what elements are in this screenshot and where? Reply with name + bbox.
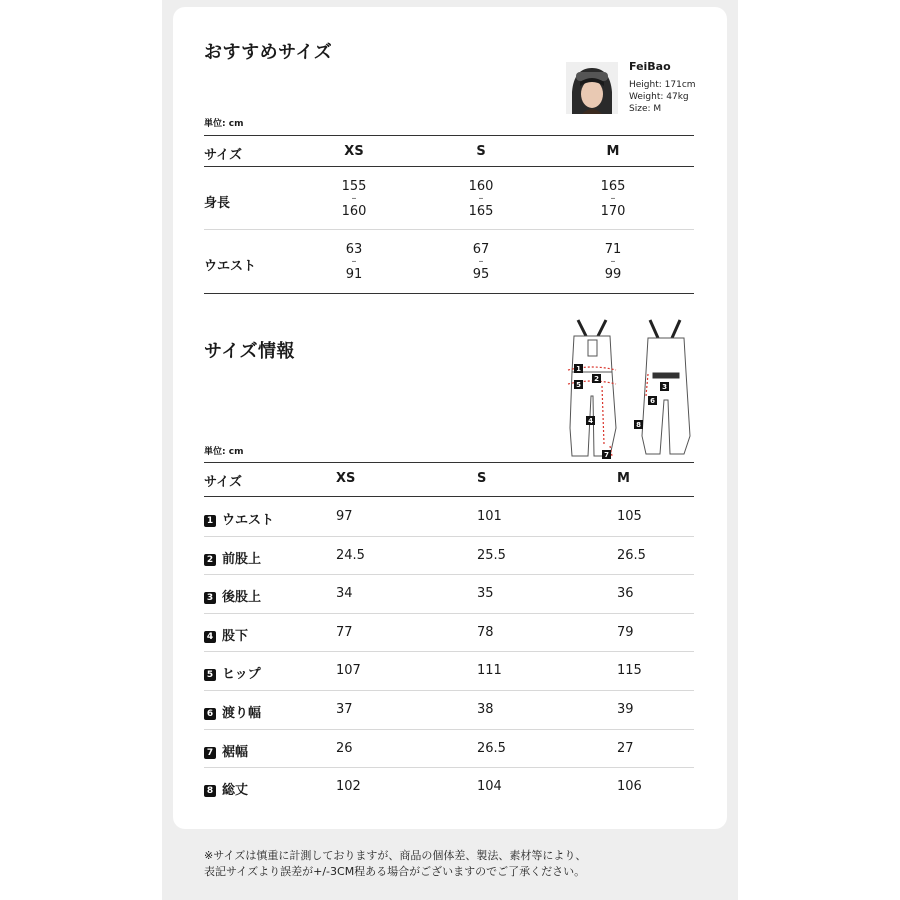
info-value-cell: 79 (617, 624, 634, 640)
info-value-cell: 36 (617, 586, 634, 602)
height-range-s (451, 180, 511, 218)
range-min: 67 (472, 242, 490, 257)
range-max: 91 (345, 267, 363, 282)
diagram-marker-label: 1 (576, 365, 581, 373)
number-badge: 4 (204, 631, 216, 643)
range-max: 165 (468, 204, 494, 219)
waist-range-xs (324, 243, 384, 281)
info-value-cell: 35 (477, 586, 494, 602)
info-row-label (204, 741, 248, 760)
table-rule (204, 651, 694, 652)
info-value-cell: 25.5 (477, 547, 506, 563)
range-dash: – (610, 193, 616, 204)
table-rule (204, 135, 694, 136)
info-row-label (204, 548, 261, 567)
range-max: 170 (600, 204, 626, 219)
info-value-cell: 102 (336, 779, 361, 795)
info-value-cell: 77 (336, 624, 353, 640)
info-row-label (204, 702, 261, 721)
recommended-size-title: おすすめサイズ (204, 42, 333, 63)
measurement-name: 裾幅 (222, 744, 249, 760)
row-label-height: 身長 (204, 196, 231, 211)
info-header-xs: XS (336, 471, 356, 486)
measurement-name: 前股上 (222, 551, 262, 567)
diagram-marker-label: 5 (576, 381, 581, 389)
model-height: Height: 171cm (629, 80, 696, 90)
number-badge: 8 (204, 785, 216, 797)
measurement-name: 総丈 (222, 783, 249, 799)
measurement-name: 渡り幅 (222, 706, 262, 721)
range-max: 160 (341, 204, 367, 219)
height-range-xs (324, 180, 384, 218)
info-value-cell: 38 (477, 702, 494, 717)
diagram-marker-label: 4 (588, 417, 593, 425)
table-rule (204, 613, 694, 614)
info-value-cell: 104 (477, 779, 502, 795)
range-dash: – (351, 193, 357, 204)
footer-note-line2: 表記サイズより誤差が+/-3CM程ある場合がございますのでご了承ください。 (204, 865, 586, 878)
table-rule (204, 462, 694, 463)
info-value-cell: 78 (477, 624, 494, 640)
table-rule (204, 496, 694, 497)
range-dash: – (610, 256, 616, 267)
number-badge: 2 (204, 554, 216, 566)
table-rule (204, 536, 694, 537)
range-min: 63 (345, 242, 363, 257)
range-max: 99 (604, 267, 622, 282)
range-max: 95 (472, 267, 490, 282)
recommended-header-m: M (606, 144, 620, 159)
footer-note-line1: ※サイズは慎重に計測しておりますが、商品の個体差、製法、素材等により、 (204, 849, 587, 862)
info-value-cell: 26.5 (477, 740, 506, 756)
table-rule (204, 574, 694, 575)
info-header-size: サイズ (204, 475, 242, 490)
info-header-s: S (477, 471, 487, 486)
table-rule (204, 690, 694, 691)
range-dash: – (478, 256, 484, 267)
info-value-cell: 37 (336, 702, 353, 717)
range-min: 165 (600, 179, 626, 194)
number-badge: 1 (204, 515, 216, 527)
row-label-waist: ウエスト (204, 259, 257, 274)
table-rule (204, 293, 694, 294)
model-photo (566, 62, 618, 114)
height-range-m (583, 180, 643, 218)
info-value-cell: 24.5 (336, 547, 365, 563)
info-value-cell: 27 (617, 740, 634, 756)
range-dash: – (351, 256, 357, 267)
info-value-cell: 39 (617, 702, 634, 717)
info-header-m: M (617, 471, 630, 486)
info-value-cell: 97 (336, 509, 353, 524)
number-badge: 6 (204, 708, 216, 720)
waist-range-m (583, 243, 643, 281)
range-min: 160 (468, 179, 494, 194)
table-rule (204, 166, 694, 167)
range-min: 155 (341, 179, 367, 194)
range-min: 71 (604, 242, 622, 257)
measurement-name: 後股上 (222, 590, 262, 606)
range-dash: – (478, 193, 484, 204)
model-weight: Weight: 47kg (629, 92, 689, 102)
diagram-marker-label: 2 (594, 375, 599, 383)
model-size: Size: M (629, 104, 662, 114)
info-value-cell: 106 (617, 779, 642, 795)
diagram-marker-label: 8 (636, 421, 641, 429)
info-value-cell: 26 (336, 740, 353, 756)
info-row-label (204, 586, 261, 605)
diagram-marker-label: 6 (650, 397, 655, 405)
measurement-name: ヒップ (222, 667, 261, 683)
overall-measurement-diagram (560, 316, 700, 462)
info-value-cell: 26.5 (617, 547, 646, 563)
info-value-cell: 111 (477, 663, 502, 679)
size-info-title: サイズ情報 (204, 341, 296, 362)
diagram-marker-label: 3 (662, 383, 667, 391)
number-badge: 5 (204, 669, 216, 681)
recommended-header-xs: XS (344, 144, 364, 159)
info-value-cell: 34 (336, 586, 353, 602)
info-row-label (204, 509, 274, 528)
info-value-cell: 105 (617, 509, 642, 524)
info-value-cell: 115 (617, 663, 642, 679)
recommended-header-s: S (476, 144, 486, 159)
table-rule (204, 767, 694, 768)
number-badge: 3 (204, 592, 216, 604)
info-row-label (204, 779, 248, 798)
recommended-header-size: サイズ (204, 148, 242, 163)
recommended-unit-label: 単位: cm (204, 119, 244, 129)
waist-range-s (451, 243, 511, 281)
info-value-cell: 107 (336, 663, 361, 679)
table-rule (204, 229, 694, 230)
size-info-unit-label: 単位: cm (204, 447, 244, 457)
measurement-name: ウエスト (222, 513, 275, 528)
number-badge: 7 (204, 747, 216, 759)
info-value-cell: 101 (477, 509, 502, 524)
info-row-label (204, 625, 248, 644)
diagram-marker-label: 7 (604, 451, 609, 459)
measurement-name: 股下 (222, 628, 249, 644)
table-rule (204, 729, 694, 730)
info-row-label (204, 663, 261, 682)
model-name: FeiBao (629, 60, 671, 73)
